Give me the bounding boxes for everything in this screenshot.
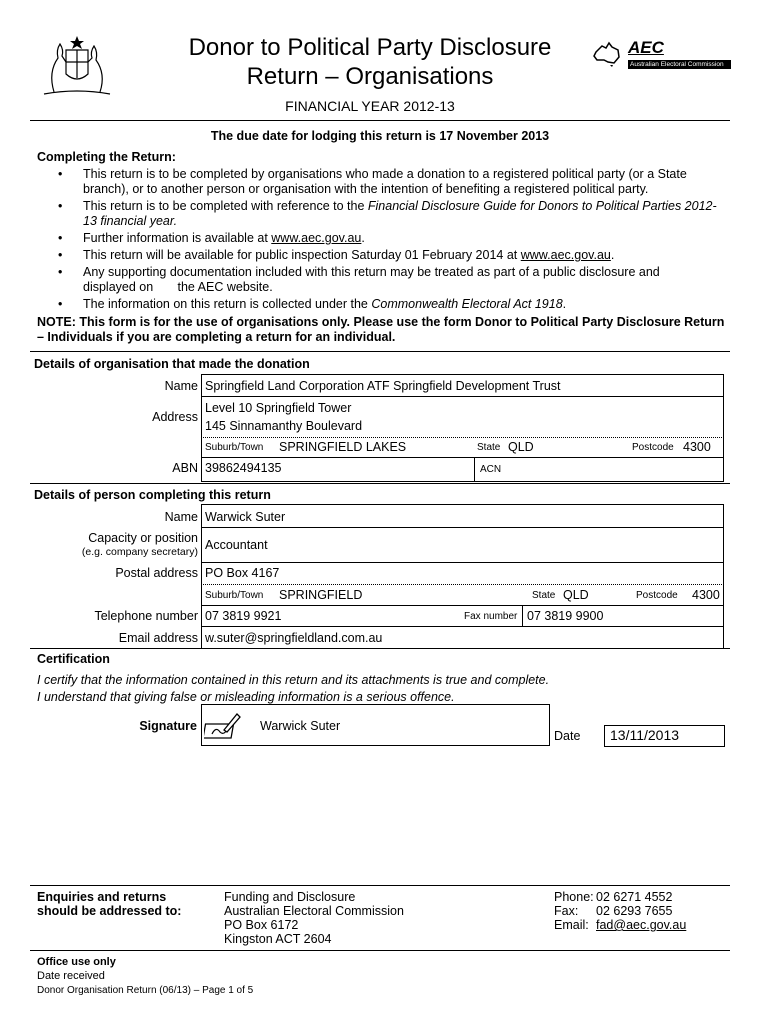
- org-name-label: Name: [164, 379, 198, 393]
- org-address-label: Address: [152, 410, 198, 424]
- aec-website-link[interactable]: www.aec.gov.au: [271, 231, 362, 245]
- row-divider: [201, 562, 724, 563]
- org-name-field[interactable]: Springfield Land Corporation ATF Springfield Development Trust: [205, 379, 561, 393]
- list-item: • Further information is available at www.aec.gov.au.: [50, 231, 720, 246]
- section-divider: [30, 351, 730, 352]
- row-divider: [201, 457, 724, 458]
- org-address-line1-field[interactable]: Level 10 Springfield Tower: [205, 401, 352, 415]
- person-section-heading: Details of person completing this return: [34, 488, 271, 502]
- certification-heading: Certification: [37, 652, 110, 666]
- org-acn-label: ACN: [480, 464, 502, 475]
- person-name-label: Name: [164, 510, 198, 524]
- date-field[interactable]: 13/11/2013: [610, 727, 680, 743]
- form-reference: Donor Organisation Return (06/13) – Page 1 of 5: [37, 985, 254, 996]
- capacity-hint: (e.g. company secretary): [81, 546, 198, 558]
- contact-block: Phone: 02 6271 4552 Fax: 02 6293 7655 Email: fad@aec.gov.au: [554, 890, 687, 932]
- capacity-field[interactable]: Accountant: [205, 538, 268, 552]
- section-divider: [30, 648, 730, 649]
- signature-box[interactable]: [201, 704, 550, 746]
- australia-map-icon: [592, 40, 622, 68]
- section-divider: [30, 483, 730, 484]
- row-divider: [201, 396, 724, 397]
- org-state-field[interactable]: QLD: [508, 440, 534, 454]
- person-suburb-label: Suburb/Town: [205, 590, 264, 601]
- completing-heading: Completing the Return:: [37, 150, 176, 164]
- aec-logo: [592, 40, 732, 74]
- due-date-notice: The due date for lodging this return is 17 November 2013: [210, 129, 550, 143]
- person-details-box: [201, 504, 724, 649]
- guide-reference: Financial Disclosure Guide for Donors to Political Parties 2012-13 financial year.: [83, 199, 717, 228]
- row-divider: [201, 626, 724, 627]
- contact-email-link[interactable]: fad@aec.gov.au: [596, 918, 687, 932]
- org-abn-label: ABN: [172, 461, 198, 475]
- fax-label: Fax number: [464, 611, 518, 622]
- list-item: • The information on this return is collected under the Commonwealth Electoral Act 1918.: [50, 297, 720, 312]
- date-label: Date: [554, 729, 581, 743]
- org-postcode-label: Postcode: [632, 442, 674, 453]
- org-address-line2-field[interactable]: 145 Sinnamanthy Boulevard: [205, 419, 363, 433]
- certification-warning: I understand that giving false or misleading information is a serious offence.: [37, 690, 455, 704]
- person-postcode-label: Postcode: [636, 590, 678, 601]
- row-divider: [201, 527, 724, 528]
- email-label: Email address: [118, 631, 198, 645]
- signature-field[interactable]: Warwick Suter: [260, 719, 341, 733]
- organisation-section-heading: Details of organisation that made the donation: [34, 357, 310, 371]
- fax-field[interactable]: 07 3819 9900: [527, 609, 604, 623]
- organisation-only-note: NOTE: This form is for the use of organisations only. Please use the form Donor to Political Party Disclosure Return – Individuals if you are completing a return for an individual.: [37, 315, 725, 344]
- form-title-line2: Return – Organisations: [246, 63, 494, 90]
- aec-logo-subtext: Australian Electoral Commission: [628, 60, 731, 69]
- contact-phone: 02 6271 4552: [596, 890, 673, 904]
- postal-address-block: Funding and Disclosure Australian Electoral Commission PO Box 6172 Kingston ACT 2604: [224, 890, 404, 946]
- telephone-label: Telephone number: [94, 609, 198, 623]
- column-divider: [474, 457, 475, 482]
- list-item: • Any supporting documentation included with this return may be treated as part of a public disclosure and displayed on the AEC website.: [50, 265, 720, 295]
- org-postcode-field[interactable]: 4300: [683, 440, 711, 454]
- person-suburb-field[interactable]: SPRINGFIELD: [279, 588, 363, 602]
- enquiries-heading: Enquiries and returns should be addressed to:: [37, 890, 182, 918]
- instructions-list: [50, 167, 720, 314]
- date-received-label: Date received: [37, 970, 105, 982]
- org-suburb-field[interactable]: SPRINGFIELD LAKES: [279, 440, 407, 454]
- signature-label: Signature: [139, 719, 197, 733]
- postal-address-label: Postal address: [115, 566, 198, 580]
- postal-address-field[interactable]: PO Box 4167: [205, 566, 280, 580]
- person-state-field[interactable]: QLD: [563, 588, 589, 602]
- person-name-field[interactable]: Warwick Suter: [205, 510, 286, 524]
- row-divider: [201, 584, 724, 585]
- signature-pen-icon: [204, 710, 242, 742]
- person-postcode-field[interactable]: 4300: [692, 588, 720, 602]
- list-item: • This return is to be completed by organisations who made a donation to a registered political party (or a State branch), or to another person or organisation with the intention of benefiting a registered political party.: [50, 167, 720, 197]
- certification-statement: I certify that the information contained in this return and its attachments is true and complete.: [37, 673, 550, 687]
- financial-year: FINANCIAL YEAR 2012-13: [285, 98, 455, 114]
- email-field[interactable]: w.suter@springfieldland.com.au: [205, 631, 383, 645]
- form-title-line1: Donor to Political Party Disclosure: [188, 34, 552, 61]
- header-divider: [30, 120, 730, 121]
- contact-fax: 02 6293 7655: [596, 904, 673, 918]
- person-state-label: State: [532, 590, 556, 601]
- aec-logo-text: AEC: [628, 38, 664, 57]
- row-divider: [201, 605, 724, 606]
- column-divider: [522, 605, 523, 626]
- org-state-label: State: [477, 442, 501, 453]
- org-suburb-label: Suburb/Town: [205, 442, 264, 453]
- list-item: • This return will be available for public inspection Saturday 01 February 2014 at www.aec.gov.au.: [50, 248, 720, 263]
- commonwealth-coat-of-arms-icon: [34, 32, 120, 102]
- office-use-divider: [30, 950, 730, 951]
- list-item: • This return is to be completed with reference to the Financial Disclosure Guide for Donors to Political Parties 2012-13 financial year.: [50, 199, 720, 229]
- org-abn-field[interactable]: 39862494135: [205, 461, 282, 475]
- telephone-field[interactable]: 07 3819 9921: [205, 609, 282, 623]
- office-use-heading: Office use only: [37, 956, 116, 968]
- capacity-label: Capacity or position: [88, 531, 198, 545]
- footer-divider: [30, 885, 730, 886]
- act-reference: Commonwealth Electoral Act 1918: [371, 297, 563, 311]
- row-divider: [201, 437, 724, 438]
- aec-website-link[interactable]: www.aec.gov.au: [520, 248, 611, 262]
